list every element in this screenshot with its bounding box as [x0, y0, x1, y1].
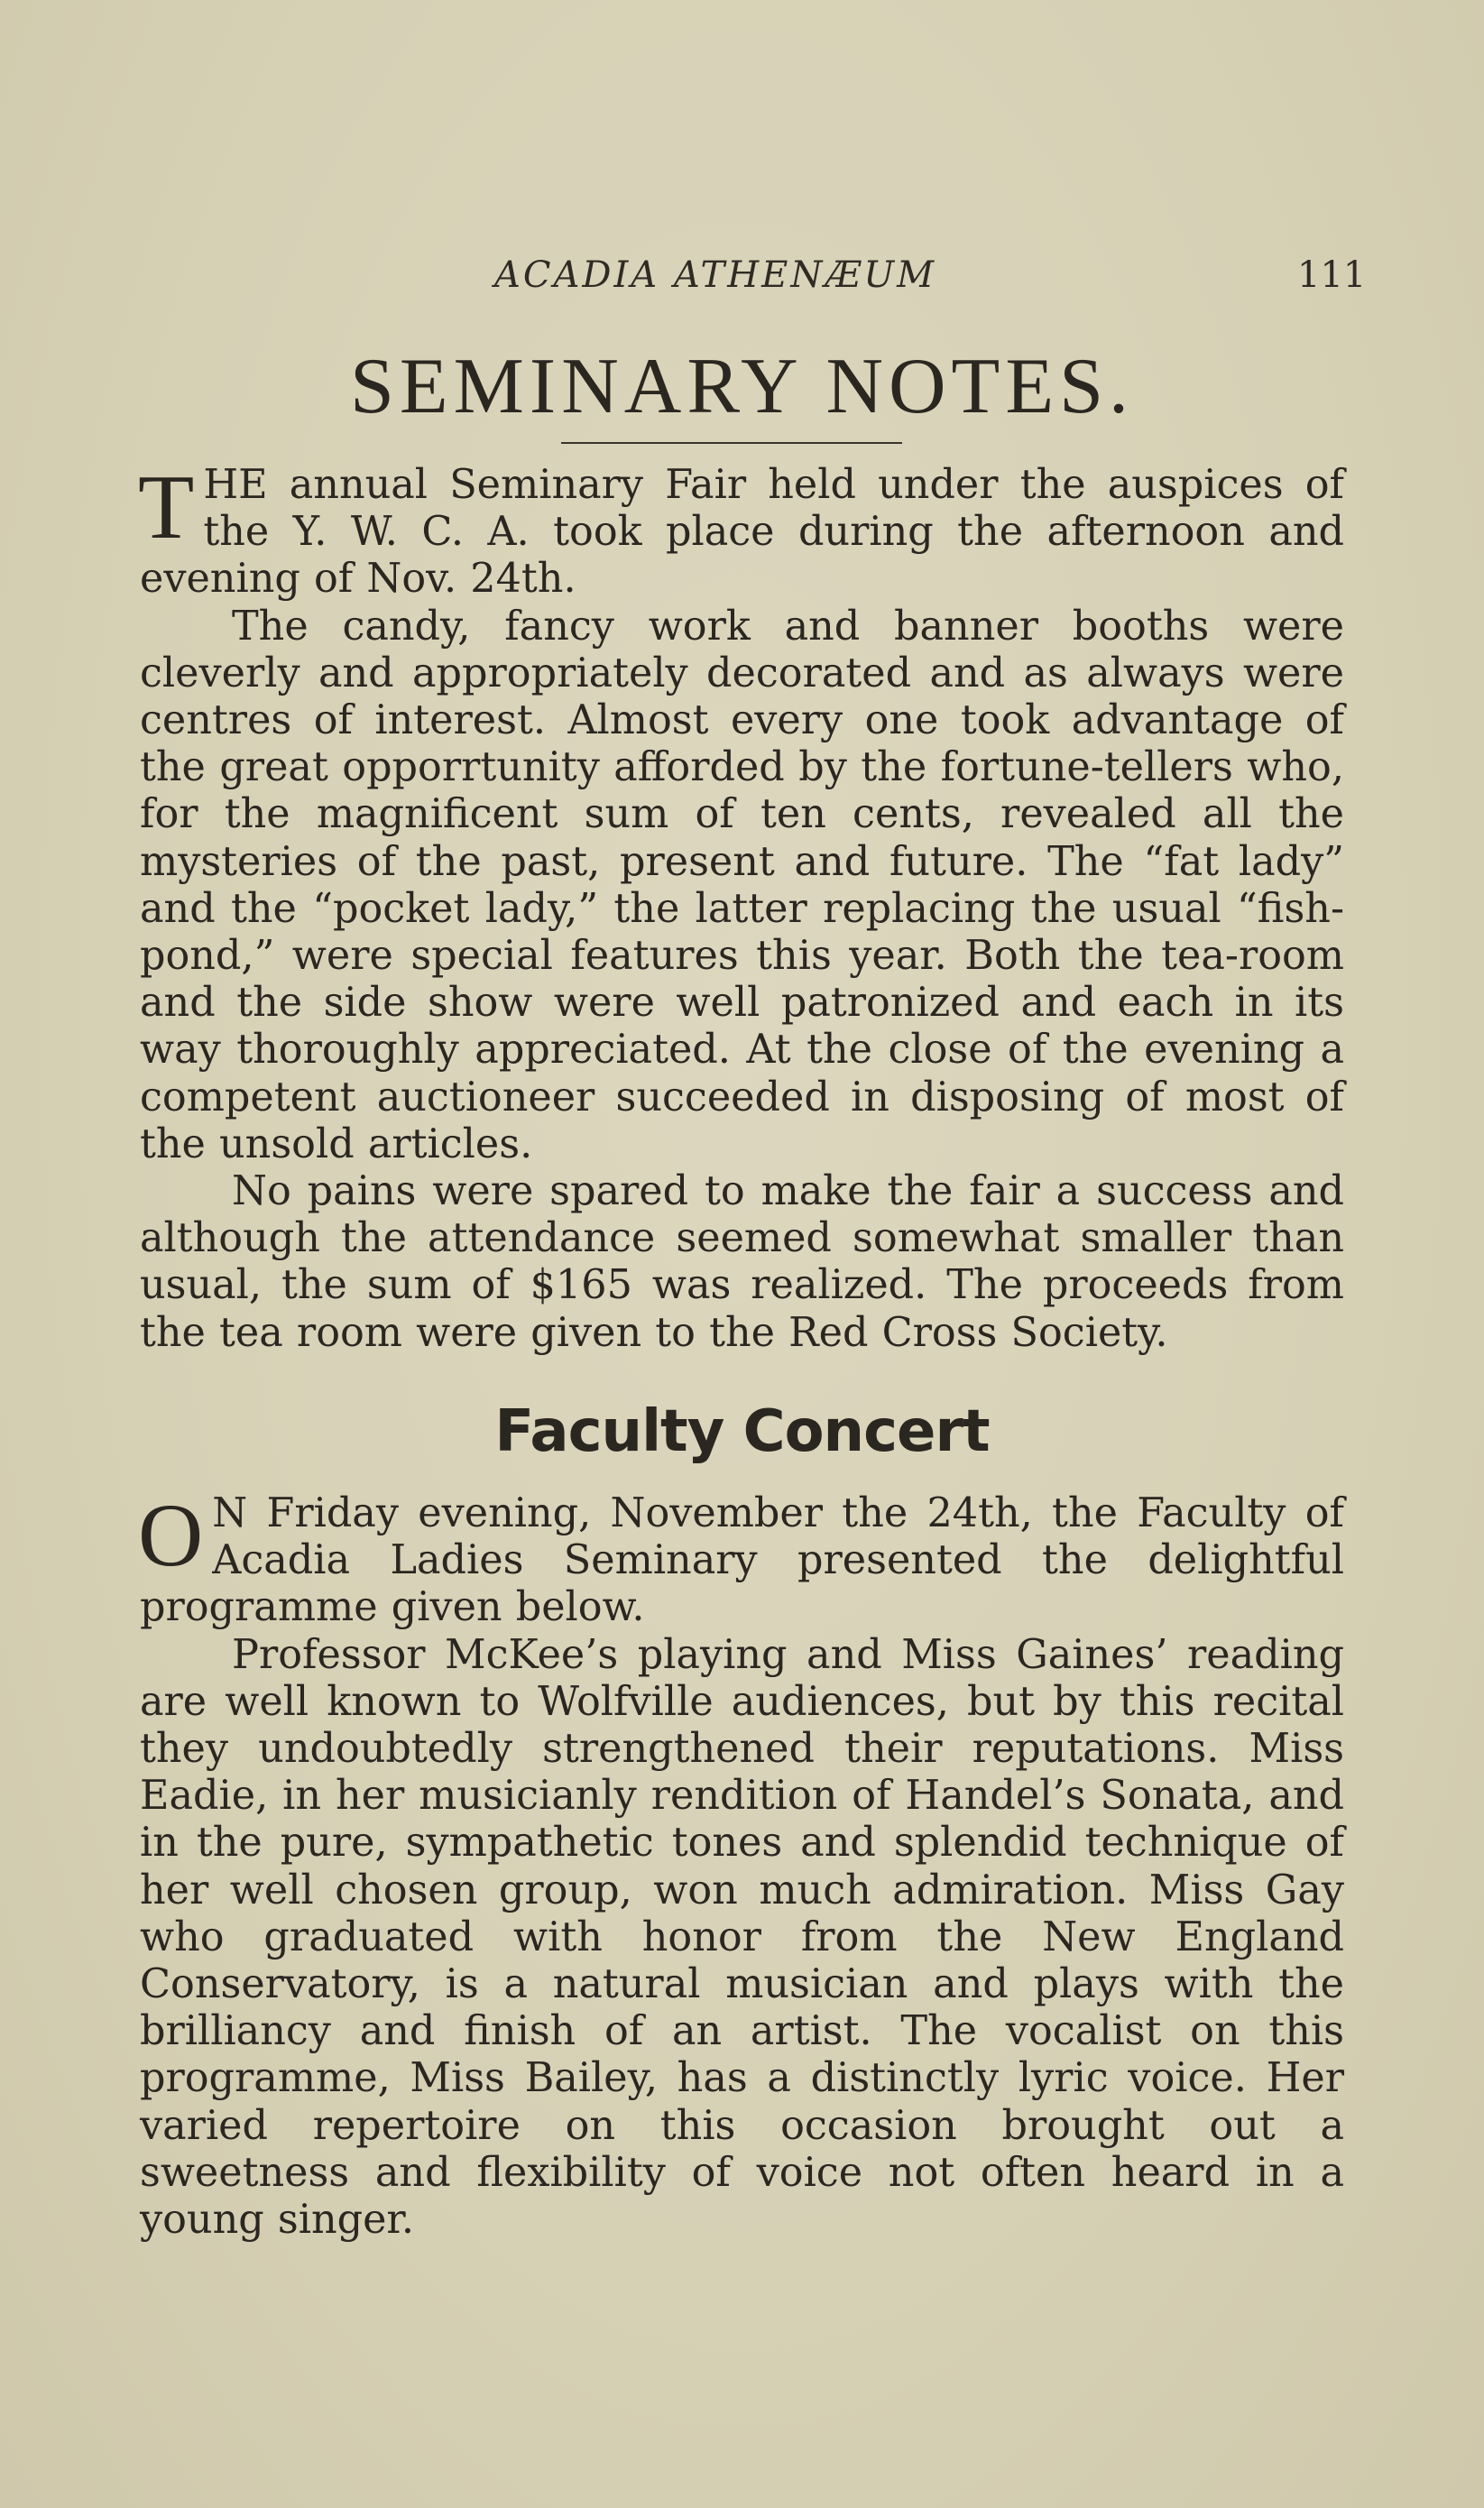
running-head — [0, 254, 1484, 300]
paragraph-text: N Friday evening, November the 24th, the Faculty of Acadia Ladies Seminary presented the delightful programme given below. — [140, 1490, 1344, 1631]
faculty-concert-heading: Faculty Concert — [494, 1398, 990, 1465]
article-paragraph — [138, 456, 1344, 604]
seminary-fair-article — [138, 456, 1344, 1357]
page-number: 111 — [1297, 254, 1367, 296]
paragraph-text: HE annual Seminary Fair held under the auspices of the Y. W. C. A. took place during the afternoon and evening of Nov. 24th. — [140, 462, 1344, 603]
faculty-concert-article — [138, 1485, 1344, 2244]
journal-name: ACADIA ATHENÆUM — [494, 254, 937, 296]
article-paragraph: No pains were spared to make the fair a success and although the attendance seemed somewhat smaller than usual, the sum of $165 was realized. The proceeds from the tea room were given to the Red Cross Society. — [140, 1168, 1344, 1356]
article-paragraph — [138, 1485, 1344, 1632]
drop-cap: O — [138, 1485, 204, 1585]
section-title: SEMINARY NOTES. — [349, 343, 1135, 430]
article-paragraph: Professor McKee’s playing and Miss Gaines’ reading are well known to Wolfville audiences, but by this recital they undoubtedly strengthened their reputations. Miss Eadie, in her musicianly rendition of Handel’s Sonata, and in the pure, sympathetic tones and splendid technique of her well chosen group, won much admiration. Miss Gay who graduated with honor from the New England Conservatory, is a natural musician and plays with the brilliancy and finish of an artist. The vocalist on this programme, Miss Bailey, has a distinctly lyric voice. Her varied repertoire on this occasion brought out a sweetness and flexibility of voice not often heard in a young singer. — [140, 1631, 1344, 2244]
article-paragraph: The candy, fancy work and banner booths were cleverly and appropriately decorated and as always were centres of interest. Almost every one took advantage of the great opporrtunity afforded by the fortune-tellers who, for the magnificent sum of ten cents, revealed all the mysteries of the past, present and future. The “fat lady” and the “pocket lady,” the latter replacing the usual “fish-pond,” were special features this year. Both the tea-room and the side show were well patronized and each in its way thoroughly appreciated. At the close of the evening a competent auctioneer succeeded in disposing of most of the unsold articles. — [140, 603, 1344, 1167]
title-rule — [561, 442, 902, 444]
drop-cap: T — [138, 456, 195, 558]
